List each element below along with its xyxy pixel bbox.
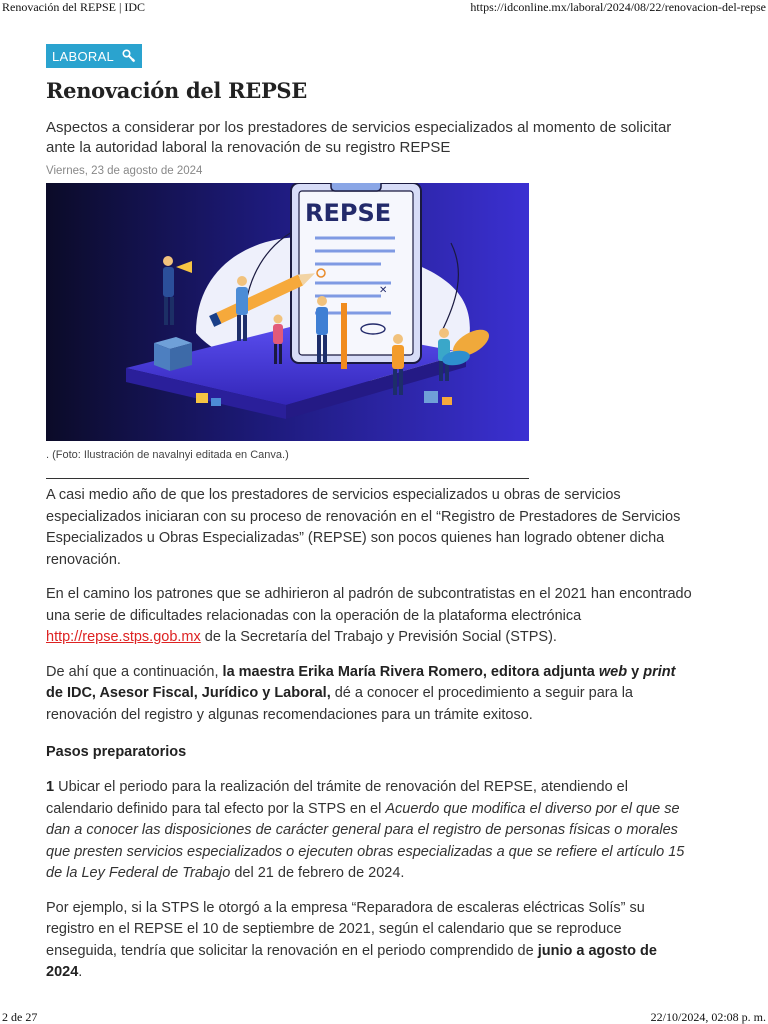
svg-text:✕: ✕ (379, 285, 388, 296)
paragraph-2-text-b: de la Secretaría del Trabajo y Previsión Social (STPS). (200, 629, 557, 645)
article-title: Renovación del REPSE (46, 78, 308, 103)
paragraph-5 (46, 898, 696, 984)
paragraph-3-italic-print: print (643, 663, 676, 680)
print-page-number: 2 de 27 (2, 1010, 38, 1024)
hero-illustration (46, 183, 529, 441)
section-heading: Pasos preparatorios (46, 744, 187, 760)
print-page-title: Renovación del REPSE | IDC (2, 0, 146, 14)
paragraph-3-bold-b: de IDC, Asesor Fiscal, Jurídico y Laboral, (46, 685, 331, 701)
paragraph-4-text-b: del 21 de febrero de 2024. (230, 865, 405, 881)
wrench-icon (122, 49, 136, 63)
article (46, 44, 696, 984)
category-tag-label: LABORAL (52, 48, 115, 64)
article-subtitle: Aspectos a considerar por los prestadores de servicios especializados al momento de solicitar ante la autoridad laboral la renovación de su registro REPSE (46, 119, 672, 156)
paragraph-2-text-a: En el camino los patrones que se adhirieron al padrón de subcontratistas en el 2021 han encontrado una serie de dificultades relacionadas con la operación de la plataforma electrónica (46, 586, 692, 624)
paragraph-3-text-b: dé a conocer el procedimiento a seguir para la renovación del registro y algunas recomendaciones para un trámite exitoso. (46, 685, 633, 723)
paragraph-5-bold: junio a agosto de 2024 (46, 942, 657, 980)
paragraph-3-text-a: De ahí que a continuación, (46, 663, 223, 680)
paragraph-4 (46, 777, 696, 885)
paragraph-2 (46, 584, 696, 649)
category-tag[interactable] (46, 44, 142, 68)
paragraph-3 (46, 662, 696, 727)
clipboard-title: REPSE (305, 199, 392, 227)
image-caption: . (Foto: Ilustración de navalnyi editada en Canva.) (46, 449, 289, 461)
paragraph-4-text-a: Ubicar el periodo para la realización del trámite de renovación del REPSE, atendiendo el calendario definido para tal efecto por la STPS en el (46, 779, 628, 817)
paragraph-5-text-a: Por ejemplo, si la STPS le otorgó a la empresa “Reparadora de escaleras eléctricas Solís” su registro en el REPSE el 10 de septiembre de 2021, según el calendario que se reproduce enseguida, tendría que solicitar la renovación en el periodo comprendido de (46, 899, 645, 959)
print-header (0, 0, 768, 15)
paragraph-3-bold-a: la maestra Erika María Rivera Romero, editora adjunta (222, 663, 599, 680)
paragraph-3-italic-web: web (598, 663, 628, 680)
publish-date: Viernes, 23 de agosto de 2024 (46, 165, 203, 177)
paragraph-3-bold-y: y (627, 663, 644, 680)
step-number: 1 (46, 779, 55, 795)
print-page-url: https://idconline.mx/laboral/2024/08/22/renovacion-del-repse (470, 0, 766, 14)
print-datetime: 22/10/2024, 02:08 p. m. (650, 1010, 766, 1024)
paragraph-4-italic: Acuerdo que modifica el diverso por el que se dan a conocer las disposiciones de carácter general para el registro de personas físicas o morales que presten servicios especializados o ejecuten obras especializadas a que se refiere el artículo 15 de la Ley Federal de Trabajo (46, 800, 685, 881)
print-footer (0, 1010, 768, 1024)
paragraph-5-text-b: . (78, 964, 83, 980)
repse-link[interactable]: http://repse.stps.gob.mx (46, 629, 201, 645)
caption-divider (46, 478, 529, 479)
paragraph-1: A casi medio año de que los prestadores de servicios especializados u obras de servicios especializados iniciaran con su proceso de renovación en el “Registro de Prestadores de Servicios Especializados u Obras Especializadas” (REPSE) son pocos quienes han logrado obtener dicha renovación. (46, 487, 681, 568)
